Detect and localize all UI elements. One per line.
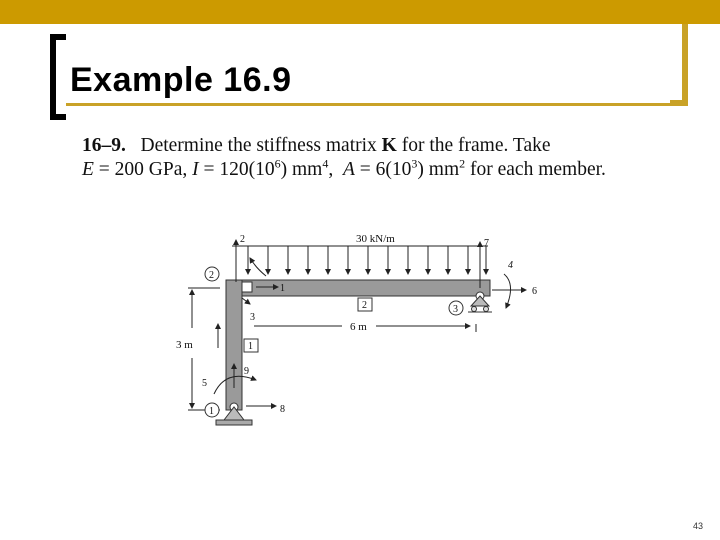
dof-9-label: 9 bbox=[244, 366, 249, 377]
slide-title: Example 16.9 bbox=[70, 61, 292, 99]
page-number: 43 bbox=[693, 521, 704, 531]
i-unit: ) mm bbox=[280, 159, 323, 180]
member-1-column bbox=[226, 280, 242, 410]
e-value: = 200 GPa, bbox=[98, 159, 188, 180]
i-exponent: 6 bbox=[274, 156, 281, 171]
node-2-label: 2 bbox=[209, 270, 214, 281]
title-bracket-right bbox=[670, 24, 688, 106]
node-3-label: 3 bbox=[453, 304, 458, 315]
dof-1-label: 1 bbox=[280, 283, 285, 294]
node-1-label: 1 bbox=[209, 406, 214, 417]
problem-statement: 16–9. Determine the stiffness matrix K for the frame. Take E = 200 GPa, $I = 120(10^6)$ $mm^4$, $A = 6(10^3)$ $mm^2$ for each member. bbox=[82, 135, 606, 180]
dof-8-label: 8 bbox=[280, 404, 285, 415]
a-symbol: A bbox=[342, 159, 355, 180]
member-1-label: 1 bbox=[248, 341, 253, 352]
e-symbol: E bbox=[82, 159, 94, 180]
problem-sentence-1: Determine the stiffness matrix bbox=[140, 135, 377, 156]
a-exponent: 3 bbox=[411, 156, 418, 171]
a-unit-exponent: 2 bbox=[459, 156, 466, 171]
rigid-joint bbox=[242, 282, 252, 292]
load-label: 30 kN/m bbox=[356, 233, 395, 245]
a-unit: ) mm bbox=[417, 159, 460, 180]
distributed-load bbox=[232, 246, 488, 274]
title-bracket-left bbox=[50, 34, 66, 120]
dof-7-label: 7 bbox=[484, 238, 489, 249]
dof-4-label: 4 bbox=[508, 260, 513, 271]
span-label: 6 m bbox=[350, 321, 367, 333]
member-2-label: 2 bbox=[362, 300, 367, 311]
a-value: = 6(10 bbox=[359, 159, 412, 180]
dof-5-label: 5 bbox=[202, 378, 207, 389]
dof-arrows bbox=[214, 240, 526, 406]
problem-number: 16–9. bbox=[82, 135, 126, 156]
dof-6-label: 6 bbox=[532, 286, 537, 297]
frame-figure bbox=[170, 228, 550, 438]
problem-tail: for each member. bbox=[470, 159, 606, 180]
matrix-symbol: K bbox=[381, 135, 397, 156]
problem-sentence-1-end: for the frame. Take bbox=[401, 135, 551, 156]
title-rule bbox=[66, 103, 672, 106]
member-2-beam bbox=[228, 280, 490, 296]
dof-3-label: 3 bbox=[250, 312, 255, 323]
i-value: = 120(10 bbox=[203, 159, 275, 180]
top-accent-bar bbox=[0, 0, 720, 24]
i-symbol: I bbox=[192, 159, 199, 180]
height-label: 3 m bbox=[176, 339, 193, 351]
dof-2-label: 2 bbox=[240, 234, 245, 245]
i-unit-exponent: 4 bbox=[322, 156, 329, 171]
